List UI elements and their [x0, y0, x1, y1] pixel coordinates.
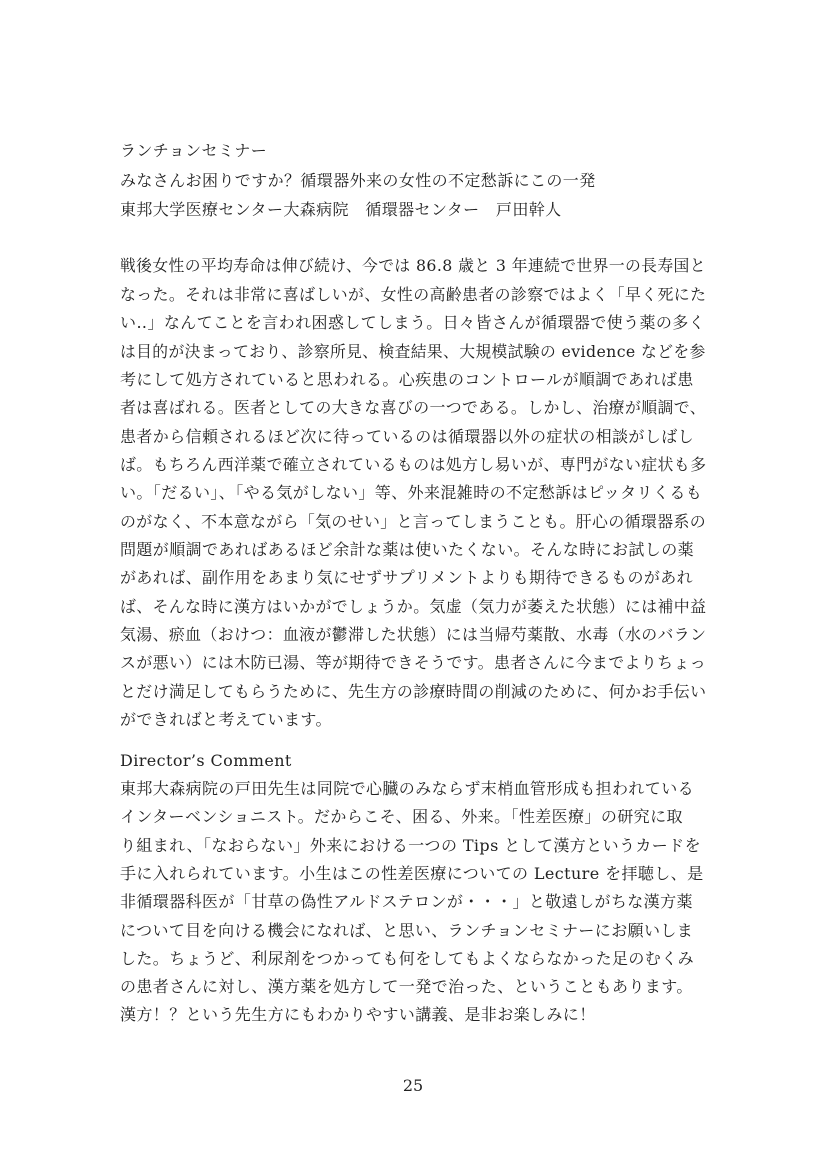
abstract-line: とだけ満足してもらうために、先生方の診療時間の削減のために、何かお手伝い [120, 682, 707, 701]
abstract-line: い。「だるい」、「やる気がしない」等、外来混雑時の不定愁訴はピッタリくるも [120, 483, 703, 502]
abstract-line: は目的が決まっており、診察所見、検査結果、大規模試験の evidence などを参 [120, 342, 706, 361]
comment-line: の患者さんに対し、漢方薬を処方して一発で治った、ということもあります。 [120, 977, 693, 996]
comment-line: 手に入れられています。小生はこの性差医療についての Lecture を拝聴し、是 [120, 864, 704, 883]
comment-line: した。ちょうど、利尿剤をつかっても何をしてもよくならなかった足のむくみ [120, 949, 695, 968]
abstract-line: があれば、副作用をあまり気にせずサプリメントよりも期待できるものがあれ [120, 568, 694, 587]
abstract-line: 気湯、瘀血（おけつ：血液が鬱滞した状態）には当帰芍薬散、水毒（水のバラン [120, 625, 707, 644]
director-comment-heading: Director’s Comment [120, 751, 292, 770]
abstract-line: 考にして処方されていると思われる。心疾患のコントロールが順調であれば患 [120, 370, 694, 389]
abstract-line: い‥」なんてことを言われ困惑してしまう。日々皆さんが循環器で使う薬の多く [120, 313, 706, 332]
seminar-title: みなさんお困りですか？循環器外来の女性の不定愁訴にこの一発 [120, 171, 596, 190]
abstract-line: なった。それは非常に喜ばしいが、女性の高齢患者の診察ではよく「早く死にた [120, 285, 707, 304]
seminar-type: ランチョンセミナー [120, 141, 268, 160]
page-number: 25 [402, 1076, 424, 1095]
comment-line: 東邦大森病院の戸田先生は同院で心臓のみならず末梢血管形成も担われている [120, 779, 695, 798]
abstract-line: 者は喜ばれる。医者としての大きな喜びの一つである。しかし、治療が順調で、 [120, 398, 707, 417]
comment-line: 非循環器科医が「甘草の偽性アルドステロンが・・・」と敬遠しがちな漢方薬 [120, 892, 693, 911]
abstract-line: スが悪い）には木防已湯、等が期待できそうです。患者さんに今までよりちょっ [120, 653, 707, 672]
comment-line: について目を向ける機会になれば、と思い、ランチョンセミナーにお願いしま [120, 921, 694, 940]
abstract-line: 患者から信頼されるほど次に待っているのは循環器以外の症状の相談がしばし [120, 427, 695, 446]
comment-line: インターベンショニスト。だからこそ、困る、外来。「性差医療」の研究に取 [120, 807, 683, 826]
abstract-line: ば、そんな時に漢方はいかがでしょうか。気虚（気力が萎えた状態）には補中益 [120, 597, 707, 616]
comment-line: 漢方！？という先生方にもわかりやすい講義、是非お楽しみに！ [120, 1005, 596, 1024]
abstract-line: 問題が順調であればあるほど余計な薬は使いたくない。そんな時にお試しの薬 [120, 540, 695, 559]
abstract-line: 戦後女性の平均寿命は伸び続け、今では 86.8 歳と 3 年連続で世界一の長寿国と [120, 256, 706, 275]
abstract-line: ができればと考えています。 [120, 710, 332, 729]
abstract-line: のがなく、不本意ながら「気のせい」と言ってしまうことも。肝心の循環器系の [120, 512, 707, 531]
abstract-line: ば。もちろん西洋薬で確立されているものは処方し易いが、専門がない症状も多 [120, 455, 707, 474]
comment-line: り組まれ、「なおらない」外来における一つの Tips として漢方というカードを [120, 836, 701, 855]
speaker-affiliation: 東邦大学医療センター大森病院 循環器センター 戸田幹人 [120, 200, 562, 219]
